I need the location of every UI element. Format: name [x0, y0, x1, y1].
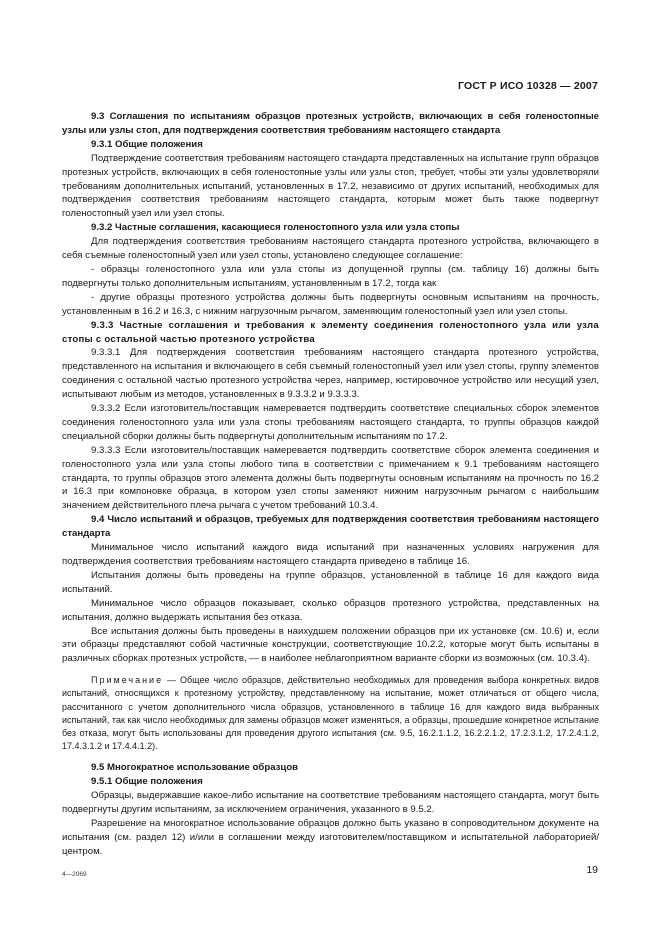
note: [62, 674, 599, 753]
paragraph: Подтверждение соответствия требованиям настоящего стандарта представленных на испытание групп образцов протезных устройств, включающих в себя голеностопные узлы или узлы стоп, требует, чтобы эти узлы удовлетворяли требованиям дополнительных испытаний, установленных в 17.2, независимо от других испытаний, необходимых для подтверждения соответствия требованиям настоящего стандарта, которым может быть также подвергнут голеностопный узел или узел стопы.: [62, 152, 599, 220]
subsection-heading-9-3-2: 9.3.2 Частные соглашения, касающиеся голеностопного узла или узла стопы: [91, 222, 460, 234]
section-heading-9-5: 9.5 Многократное использование образцов: [91, 762, 299, 774]
list-item: - образцы голеностопного узла или узла стопы из допущенной группы (см. таблицу 16) должны быть подвергнуты только дополнительным испытаниям, установленным в 17.2, тогда как: [62, 263, 599, 289]
paragraph: Все испытания должны быть проведены в наихудшем положении образцов при их установке (см. 10.6) и, если эти образцы представляют собой частичные конструкции, соответствующие 10.2.2, которые могут быть испытаны в различных сборках протезных устройств, — в наиболее неблагоприятном варианте сборки из возможных (см. 10.3.4).: [62, 625, 599, 665]
subsection-heading-9-3-1: 9.3.1 Общие положения: [91, 138, 203, 150]
document-body: [62, 110, 599, 859]
paragraph: Испытания должны быть проведены на группе образцов, установленной в таблице 16 для каждого вида испытаний.: [62, 569, 599, 595]
paragraph: Минимальное число образцов показывает, сколько образцов протезного устройства, представленных на испытания, должно выдержать испытания без отказа.: [62, 597, 599, 623]
section-heading-9-4: 9.4 Число испытаний и образцов, требуемых для подтверждения соответствия требованиям настоящего стандарта: [62, 514, 599, 540]
note-text: — Общее число образцов, действительно необходимых для проведения выбора конкретных видов испытаний, относящихся к протезному устройству, представленному на испытание, может отличаться от общего числа, рассчитанного с учетом дополнительного числа образцов, установленного в таблице 16 для каждого вида выбранных испытаний, так как число необходимых для замены образцов может изменяться, а образцы, прошедшие конкретное испытание без отказа, могут быть использованы для проведения другого испытания (см. 9.5, 16.2.1.1.2, 16.2.2.1.2, 17.2.3.1.2, 17.2.4.1.2, 17.4.3.1.2 и 17.4.4.1.2).: [62, 675, 599, 752]
paragraph: Образцы, выдержавшие какое-либо испытание на соответствие требованиям настоящего стандарта, могут быть подвергнуты другим испытаниям, за исключением ограничения, указанного в 9.5.2.: [62, 790, 599, 816]
print-mark: 4—2069: [62, 871, 87, 878]
document-code-header: ГОСТ Р ИСО 10328 — 2007: [458, 80, 598, 92]
paragraph: 9.3.3.2 Если изготовитель/поставщик намеревается подтвердить соответствие специальных сборок элементов соединения голеностопного узла или узла стопы требованиям настоящего стандарта, то группы образцов каждой специальной сборки должны быть подвергнуты дополнительным испытаниям по 17.2.: [62, 403, 599, 442]
paragraph: 9.3.3.1 Для подтверждения соответствия требованиям настоящего стандарта протезного устройства, представленного на испытания и включающего в себя съемный голеностопный узел или узел стопы, группу элементов соединения с остальной частью протезного устройства через, например, юстировочное устройство или несущий узел, испытывают любым из методов, установленных в 9.3.3.2 и 9.3.3.3.: [62, 347, 599, 401]
note-label: Примечание: [91, 675, 164, 686]
subsection-heading-9-3-3: 9.3.3 Частные соглашения и требования к элементу соединения голеностопного узла или узла стопы с остальной частью протезного устройства: [62, 319, 599, 345]
paragraph: Разрешение на многократное использование образцов должно быть указано в сопроводительном документе на испытания (см. раздел 12) и/или в соглашении между изготовителем/поставщиком и испытательной лабораторией/центром.: [62, 818, 599, 857]
list-item: - другие образцы протезного устройства должны быть подвергнуты основным испытаниям на прочность, установленным в 16.2 и 16.3, с нижним нагрузочным рычагом, заменяющим голеностопный узел или узел стопы.: [62, 291, 599, 317]
section-heading-9-3: 9.3 Соглашения по испытаниям образцов протезных устройств, включающих в себя голеностопные узлы или узлы стоп, для подтверждения соответствия требованиям настоящего стандарта: [62, 111, 599, 136]
subsection-heading-9-5-1: 9.5.1 Общие положения: [91, 776, 203, 788]
paragraph: Для подтверждения соответствия требованиям настоящего стандарта протезного устройства, включающего в себя съемные голеностопный узел или узел стопы, установлено следующее соглашение:: [62, 236, 599, 262]
paragraph: Минимальное число испытаний каждого вида испытаний при назначенных условиях нагружения для подтверждения соответствия требованиям настоящего стандарта приведено в таблице 16.: [62, 542, 599, 567]
paragraph: 9.3.3.3 Если изготовитель/поставщик намеревается подтвердить соответствие сборок элемента соединения и голеностопного узла или узла стопы любого типа в соответствии с примечанием к 9.1 требованиям настоящего стандарта, то группы образцов этого элемента должны быть подвергнуты основным испытаниям на прочность по 16.2 и 16.3 при компоновке образца, в котором узел стопы заменяют нижним нагрузочным рычагом с наибольшим значением действительного плеча рычага с учетом требований 10.3.4.: [62, 444, 599, 512]
page-number: 19: [586, 864, 598, 876]
